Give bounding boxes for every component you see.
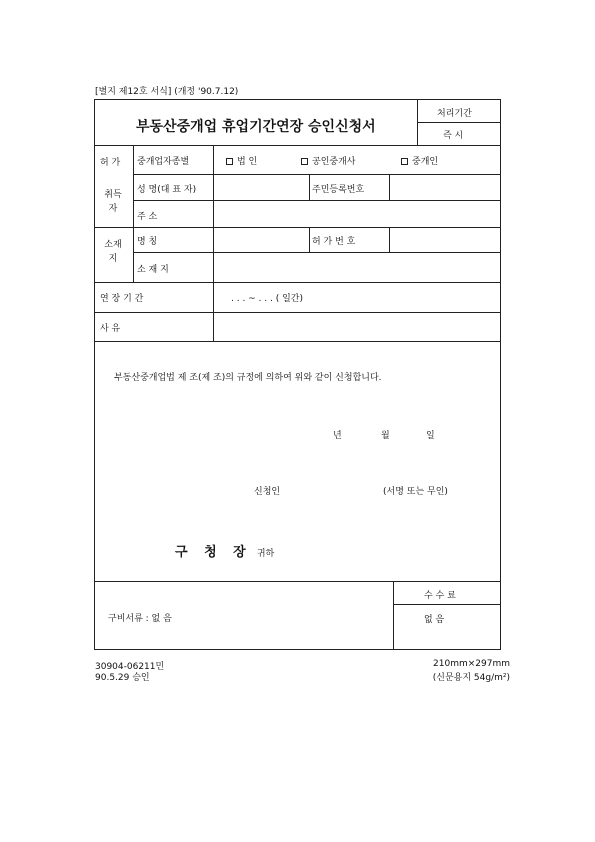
form-title: 부동산중개업 휴업기간연장 승인신청서	[136, 119, 376, 135]
office-name-label: 명 칭	[137, 237, 158, 247]
permit-no-label: 허 가 번 호	[312, 237, 356, 247]
option-broker[interactable]: 중개인	[401, 154, 438, 167]
address-label: 주 소	[137, 212, 158, 222]
reason-field[interactable]	[213, 313, 501, 341]
authority-name: 구 청 장	[175, 545, 252, 560]
addressee	[175, 541, 274, 560]
resident-no-label: 주민등록번호	[312, 185, 365, 195]
period-value[interactable]: . . . ~ . . . ( 일간)	[231, 294, 304, 304]
fee-label: 수 수 료	[424, 591, 456, 601]
date-year: 년	[333, 431, 342, 441]
divider	[94, 341, 501, 342]
checkbox[interactable]	[401, 158, 408, 165]
divider	[393, 581, 394, 650]
application-statement: 부동산중개업법 제 조(제 조)의 규정에 의하여 위와 같이 신청합니다.	[114, 373, 382, 383]
divider	[393, 604, 501, 605]
acquirer-label: 취득자	[104, 190, 122, 214]
office-location-label: 소 재 지	[137, 265, 169, 275]
footer-size: 210mm×297mm	[433, 659, 510, 669]
permit-no-field[interactable]	[389, 228, 501, 252]
footer-code: 30904-06211민	[95, 662, 165, 672]
business-type-label: 중개업자종별	[137, 157, 190, 167]
option-corporation[interactable]: 법 인	[226, 154, 257, 167]
required-docs: 구비서류 : 없 음	[108, 614, 172, 624]
authority-suffix: 귀하	[256, 549, 275, 559]
divider	[309, 227, 310, 252]
option-licensed-agent[interactable]: 공인중개사	[301, 154, 355, 167]
date-month: 월	[381, 431, 390, 441]
form-code: [별지 제12호 서식] (개정 '90.7.12)	[95, 87, 239, 97]
divider	[309, 174, 310, 200]
address-field[interactable]	[213, 201, 501, 227]
fee-value: 없 음	[424, 615, 445, 625]
processing-label: 처리기간	[437, 109, 472, 119]
office-name-field[interactable]	[213, 228, 309, 252]
location-label: 소재지	[104, 240, 122, 264]
name-rep-label: 성 명(대 표 자)	[137, 185, 197, 195]
reason-label: 사 유	[100, 324, 121, 334]
footer-paper: (신문용지 54g/m²)	[432, 673, 510, 683]
divider	[94, 282, 501, 283]
applicant-label: 신청인	[254, 487, 281, 497]
footer-approval: 90.5.29 승인	[95, 673, 150, 683]
resident-no-field[interactable]	[389, 175, 501, 200]
date-day: 일	[426, 431, 435, 441]
signature-note: (서명 또는 무인)	[383, 487, 448, 497]
divider	[94, 145, 501, 146]
divider	[133, 145, 134, 282]
divider	[417, 122, 501, 123]
checkbox[interactable]	[226, 158, 233, 165]
divider	[94, 581, 501, 582]
permit-label: 허 가	[100, 158, 121, 168]
period-label: 연 장 기 간	[100, 294, 144, 304]
office-location-field[interactable]	[213, 253, 501, 282]
checkbox[interactable]	[301, 158, 308, 165]
name-field[interactable]	[213, 175, 309, 200]
processing-value: 즉 시	[443, 131, 464, 141]
